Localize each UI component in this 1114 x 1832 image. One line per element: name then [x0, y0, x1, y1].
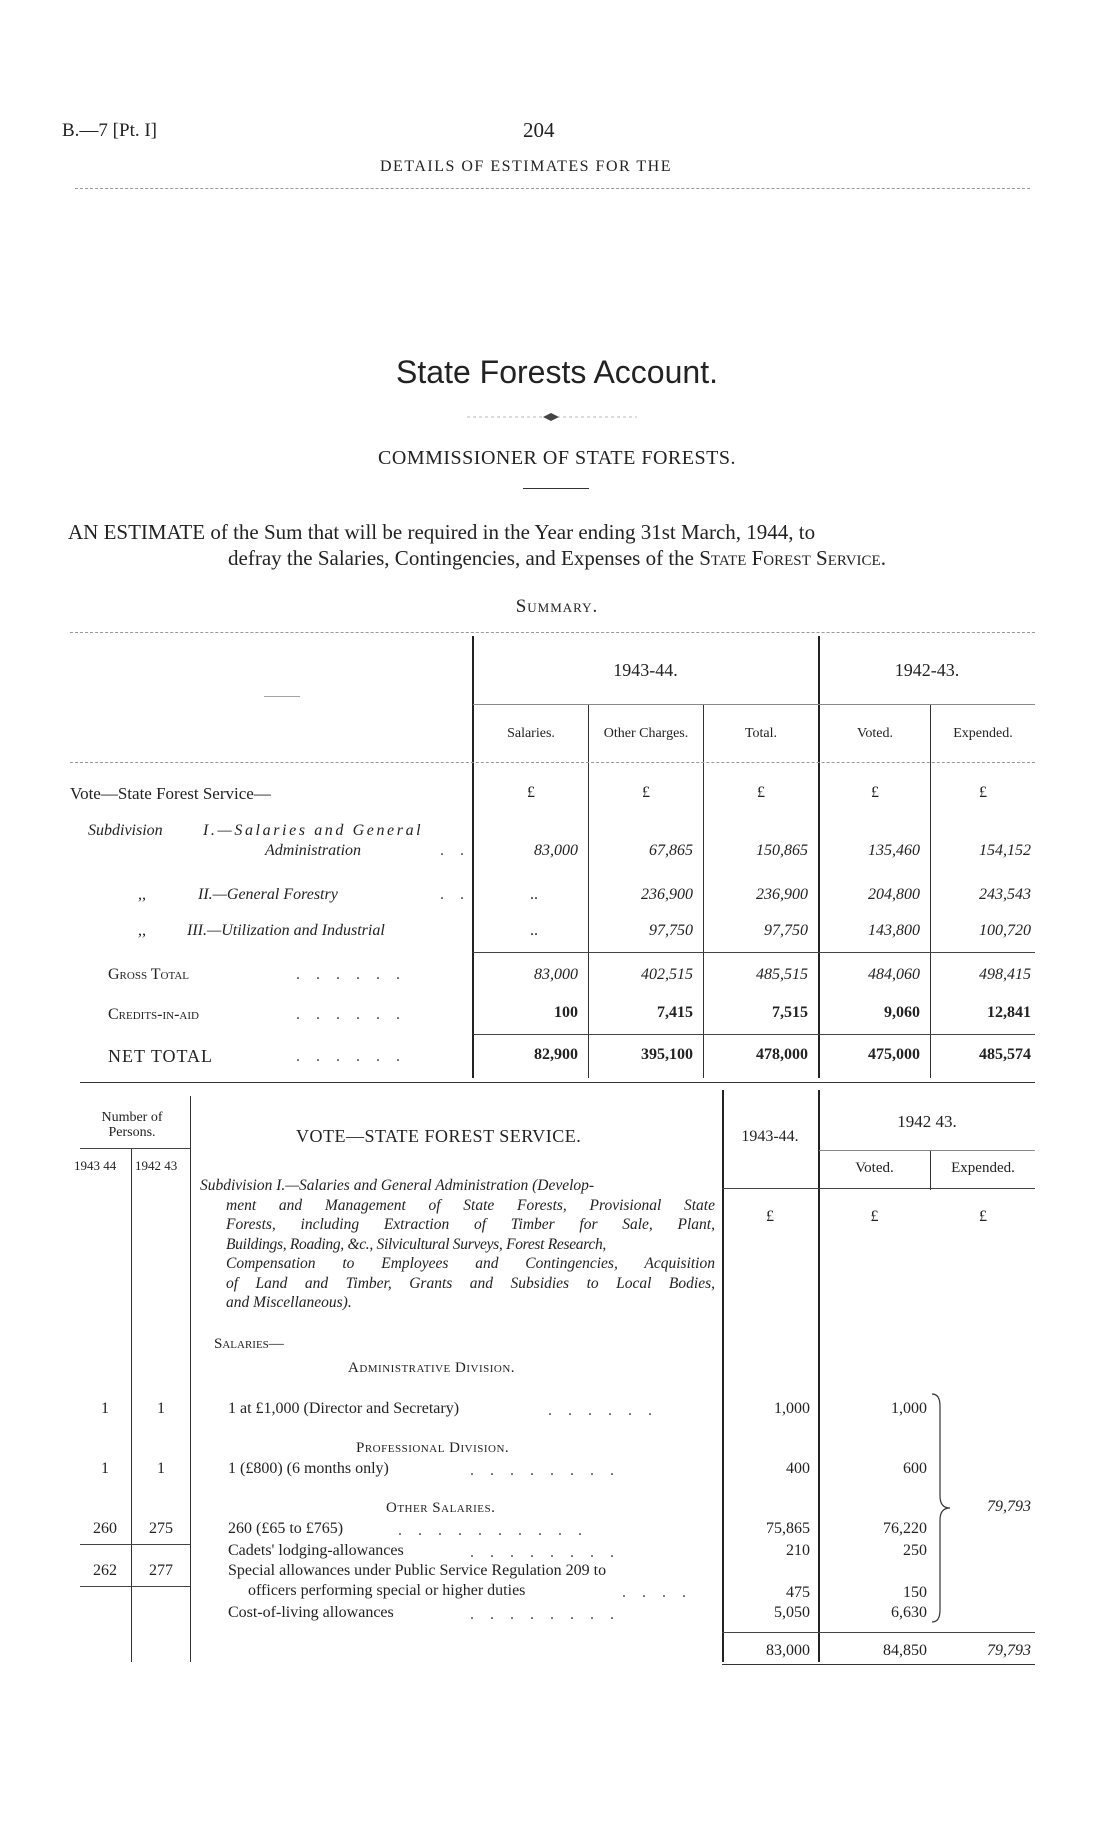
item-7-text: Cost-of-living allowances: [228, 1604, 394, 1621]
credits-voted: 9,060: [884, 1004, 920, 1021]
net-total: 478,000: [756, 1046, 808, 1063]
detail-head-bottom-rule: [722, 1188, 1035, 1189]
item-2-current: 400: [786, 1460, 810, 1477]
gross-other: 402,515: [641, 966, 693, 983]
row-3-ditto: ,,: [138, 922, 146, 939]
row-3-label: III.—Utilization and Industrial: [187, 922, 385, 939]
expended-bracket-value: 79,793: [987, 1498, 1031, 1515]
currency-expended: £: [979, 784, 987, 801]
row-3-voted: 143,800: [868, 922, 920, 939]
summary-year-current: 1943-44.: [613, 660, 678, 680]
item-4-voted: 250: [903, 1542, 927, 1559]
currency-voted: £: [871, 784, 879, 801]
item-7-dots: . . . . . . . .: [470, 1606, 620, 1623]
item-3-voted: 76,220: [883, 1520, 927, 1537]
summary-col-other: Other Charges.: [603, 726, 689, 741]
item-3-persons-1943: 260: [93, 1520, 117, 1537]
item-1-persons-1943: 1: [101, 1400, 109, 1417]
subdivision-line: Forests, including Extraction of Timber for Sale, Plant,: [226, 1216, 715, 1233]
row-2-other: 236,900: [641, 886, 693, 903]
detail-vline-persons-b: [190, 1096, 191, 1662]
summary-subhead-rule: [473, 704, 1035, 705]
summary-bottom-rule: [80, 1082, 1035, 1083]
subdivision-line: of Land and Timber, Grants and Subsidies to Local Bodies,: [226, 1274, 715, 1292]
net-voted: 475,000: [868, 1046, 920, 1063]
estimate-line-2-text: defray the Salaries, Contingencies, and Expenses of the: [228, 546, 700, 570]
row-1-label-cont: Administration: [265, 842, 362, 859]
row-1-total: 150,865: [756, 842, 808, 859]
detail-currency-current: £: [766, 1208, 774, 1225]
summary-col-salaries: Salaries.: [507, 726, 555, 741]
row-2-ditto: ,,: [138, 886, 146, 903]
other-salaries: Other Salaries.: [386, 1500, 496, 1516]
row-2-voted: 204,800: [868, 886, 920, 903]
item-1-voted: 1,000: [891, 1400, 927, 1417]
administrative-division: Administrative Division.: [348, 1360, 516, 1376]
row-3-salaries: ..: [530, 922, 538, 939]
item-3-persons-1942: 275: [149, 1520, 173, 1537]
currency-total: £: [757, 784, 765, 801]
item-5-persons-1942: 277: [149, 1562, 173, 1579]
net-salaries: 82,900: [534, 1046, 578, 1063]
item-4-dots: . . . . . . . .: [470, 1544, 620, 1561]
summary-col-total: Total.: [744, 726, 778, 741]
commissioner-heading: COMMISSIONER OF STATE FORESTS.: [378, 447, 736, 469]
item-2-text: 1 (£800) (6 months only): [228, 1460, 389, 1477]
item-1-persons-1942: 1: [157, 1400, 165, 1417]
gross-total-label: Gross Total: [108, 966, 190, 983]
detail-persons-head-rule: [80, 1148, 190, 1149]
credits-other: 7,415: [657, 1004, 693, 1021]
item-6-dots: . . . .: [622, 1584, 692, 1601]
subdivision-line: Compensation to Employees and Contingencies, Acquisition: [226, 1255, 715, 1272]
row-1-subdivision: Subdivision: [88, 822, 163, 839]
currency-other: £: [642, 784, 650, 801]
net-dots: . . . . . .: [296, 1048, 406, 1065]
row-1-salaries: 83,000: [534, 842, 578, 859]
page-number: 204: [523, 118, 555, 142]
summary-heading: Summary.: [515, 596, 599, 617]
item-5-persons-1943: 262: [93, 1562, 117, 1579]
detail-currency-voted: £: [870, 1208, 879, 1225]
page-title: State Forests Account.: [396, 354, 718, 390]
row-1-expended: 154,152: [979, 842, 1031, 859]
item-1-dots: . . . . . .: [548, 1402, 658, 1419]
detail-vline-current: [722, 1090, 724, 1662]
persons-subtotal-rule: [80, 1544, 190, 1545]
net-other: 395,100: [641, 1046, 693, 1063]
credits-dots: . . . . . .: [296, 1006, 406, 1023]
subdivision-line: Subdivision I.—Salaries and General Administration (Develop-: [200, 1177, 595, 1194]
detail-totals-rule: [722, 1632, 1035, 1633]
item-6-current: 475: [786, 1584, 810, 1601]
persons-total-rule: [80, 1586, 190, 1587]
gross-salaries: 83,000: [534, 966, 578, 983]
row-2-label: II.—General Forestry: [198, 886, 338, 903]
total-current: 83,000: [766, 1642, 810, 1659]
summary-col-voted: Voted.: [857, 726, 893, 741]
item-3-text: 260 (£65 to £765): [228, 1520, 344, 1537]
item-2-dots: . . . . . . . .: [470, 1462, 620, 1479]
row-2-expended: 243,543: [979, 886, 1031, 903]
item-3-dots: . . . . . . . . . .: [398, 1522, 588, 1539]
row-3-total: 97,750: [764, 922, 808, 939]
item-3-current: 75,865: [766, 1520, 810, 1537]
item-2-persons-1942: 1: [157, 1460, 165, 1477]
credits-total: 7,515: [772, 1004, 808, 1021]
item-1-text: 1 at £1,000 (Director and Secretary): [228, 1400, 460, 1417]
subdivision-line: and Miscellaneous).: [226, 1294, 352, 1311]
summary-col-expended: Expended.: [953, 726, 1013, 741]
item-4-current: 210: [786, 1542, 810, 1559]
item-6-voted: 150: [903, 1584, 927, 1601]
expended-bracket: [930, 1392, 952, 1624]
summary-top-rule: [70, 632, 1035, 633]
net-top-rule: [473, 1034, 1035, 1035]
item-1-current: 1,000: [774, 1400, 810, 1417]
row-1-other: 67,865: [649, 842, 693, 859]
subdivision-line: ment and Management of State Forests, Provisional State: [226, 1196, 715, 1214]
row-2-salaries: ..: [530, 886, 538, 903]
vote-label: Vote—State Forest Service—: [70, 784, 271, 803]
row-2-total: 236,900: [756, 886, 808, 903]
gross-expended: 498,415: [979, 966, 1031, 983]
net-expended: 485,574: [979, 1046, 1031, 1063]
salaries-label: Salaries—: [214, 1336, 284, 1352]
summary-head-bottom-rule: [70, 762, 1035, 763]
subdivision-line: Buildings, Roading, &c., Silvicultural Surveys, Forest Research,: [226, 1235, 607, 1253]
subtitle-rule: [523, 488, 589, 489]
item-5-text: Special allowances under Public Service Regulation 209 to: [228, 1562, 607, 1579]
detail-col-voted: Voted.: [855, 1160, 894, 1176]
row-1-dots: . .: [440, 842, 470, 859]
gross-voted: 484,060: [868, 966, 920, 983]
title-ornament: [467, 408, 637, 416]
credits-expended: 12,841: [987, 1004, 1031, 1021]
vote-heading: VOTE—STATE FOREST SERVICE.: [296, 1126, 582, 1146]
item-2-persons-1943: 1: [101, 1460, 109, 1477]
persons-col-1942: 1942 43: [135, 1158, 178, 1173]
item-7-voted: 6,630: [891, 1604, 927, 1621]
total-expended: 79,793: [987, 1642, 1031, 1659]
detail-year-current: 1943-44.: [741, 1128, 799, 1145]
total-voted: 84,850: [883, 1642, 927, 1659]
item-6-text: officers performing special or higher duties: [248, 1582, 526, 1599]
gross-top-rule: [473, 952, 1035, 953]
estimate-service-name: State Forest Service.: [699, 546, 886, 570]
net-total-label: NET TOTAL: [108, 1046, 214, 1066]
row-1-label: I.—Salaries and General: [203, 822, 424, 839]
summary-year-prior: 1942-43.: [894, 660, 960, 680]
row-3-other: 97,750: [649, 922, 693, 939]
row-1-voted: 135,460: [868, 842, 920, 859]
credits-label: Credits-in-aid: [108, 1006, 199, 1023]
item-7-current: 5,050: [774, 1604, 810, 1621]
running-title: DETAILS OF ESTIMATES FOR THE: [380, 158, 672, 175]
estimate-line-2: [0, 546, 1114, 571]
row-2-dots: . .: [440, 886, 470, 903]
detail-prior-head-rule: [819, 1150, 1035, 1151]
credits-salaries: 100: [554, 1004, 578, 1021]
estimate-line-1: AN ESTIMATE of the Sum that will be required in the Year ending 31st March, 1944, to: [68, 520, 816, 544]
gross-dots: . . . . . .: [296, 966, 406, 983]
item-4-text: Cadets' lodging-allowances: [228, 1542, 404, 1559]
detail-col-expended: Expended.: [951, 1160, 1015, 1176]
persons-col-1943: 1943 44: [74, 1158, 117, 1173]
header-rule: [75, 188, 1030, 189]
row-3-expended: 100,720: [979, 922, 1031, 939]
item-2-voted: 600: [903, 1460, 927, 1477]
professional-division: Professional Division.: [356, 1440, 510, 1456]
detail-bottom-rule: [722, 1664, 1035, 1665]
detail-year-prior: 1942 43.: [897, 1112, 957, 1131]
currency-salaries: £: [527, 784, 535, 801]
gross-total: 485,515: [756, 966, 808, 983]
summary-dash: ———: [264, 688, 300, 702]
detail-currency-expended: £: [979, 1208, 987, 1225]
subdivision-description: [200, 1176, 715, 1313]
number-of-persons: Number of Persons.: [101, 1110, 163, 1140]
page-ref: B.—7 [Pt. I]: [62, 120, 157, 141]
